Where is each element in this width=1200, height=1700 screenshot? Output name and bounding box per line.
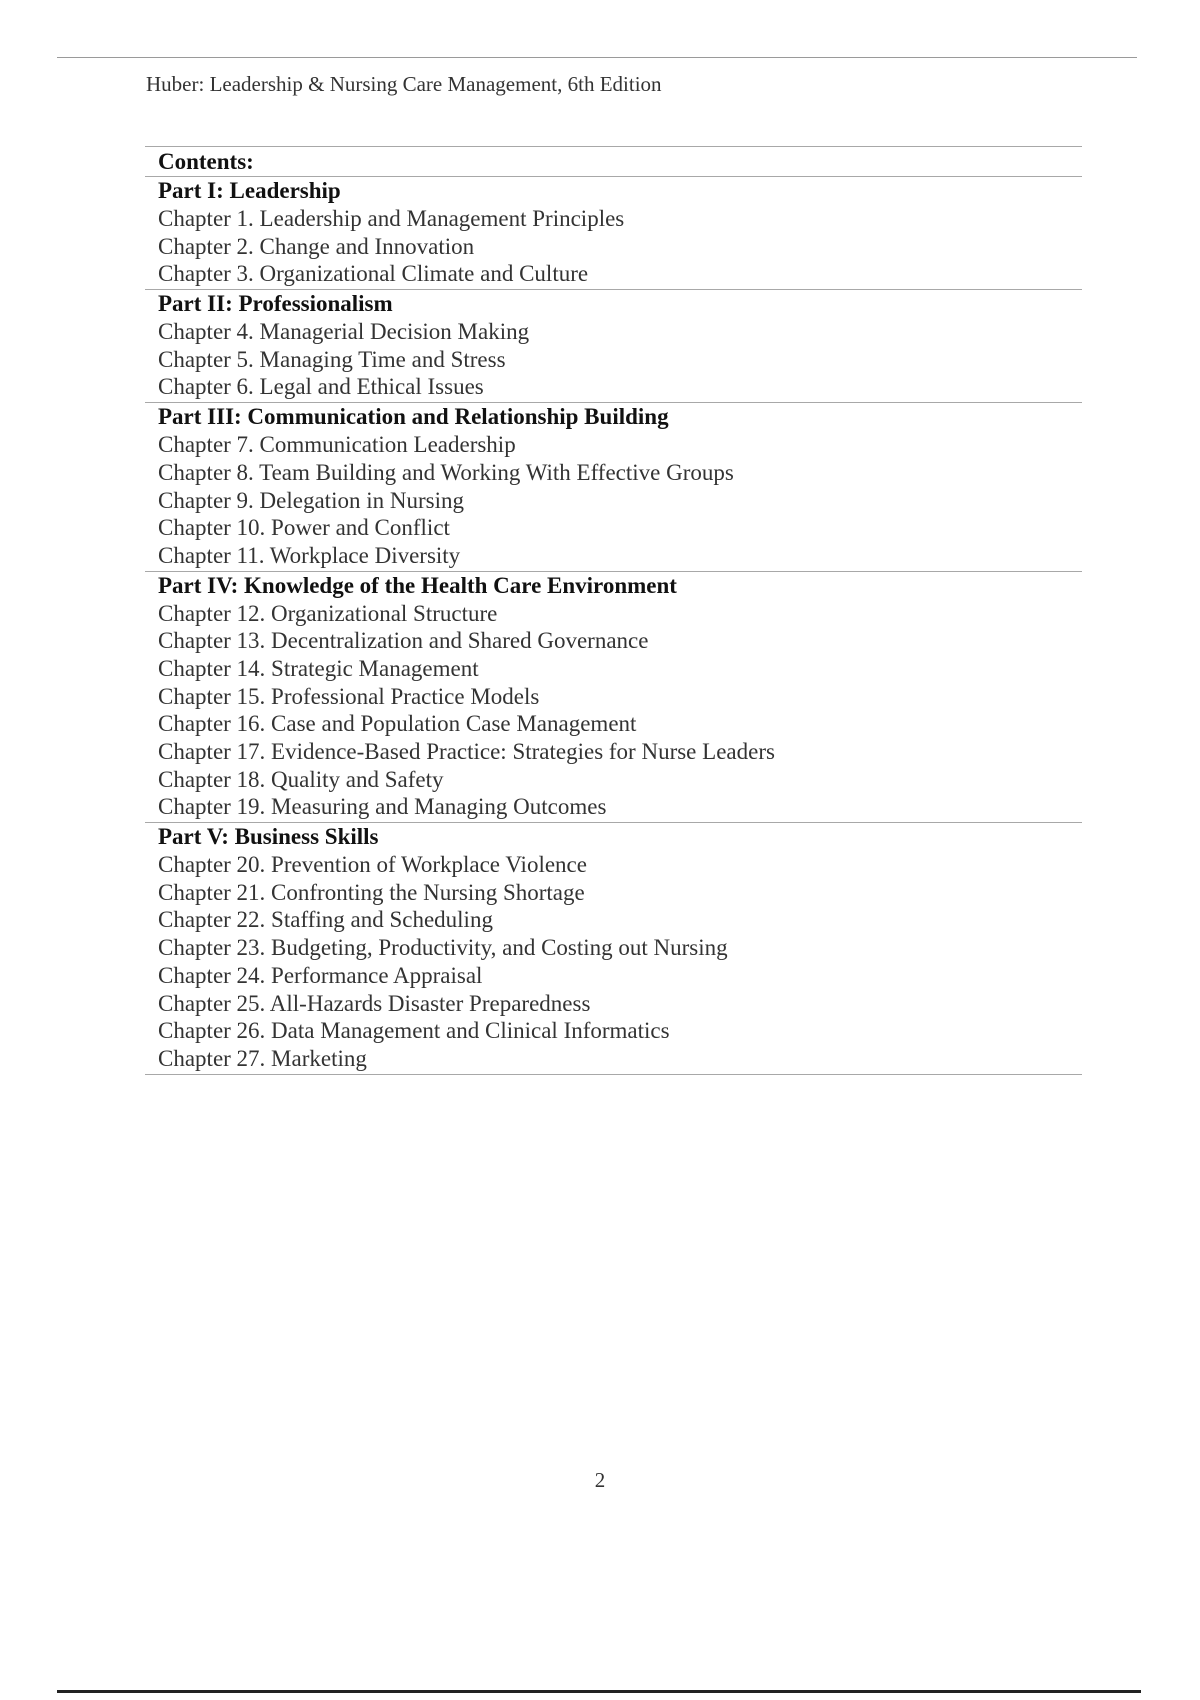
footer-rule (57, 1690, 1141, 1693)
chapter-entry: Chapter 2. Change and Innovation (158, 233, 475, 259)
part-section (145, 177, 1082, 290)
page-number: 2 (594, 1468, 606, 1492)
chapter-entry: Chapter 19. Measuring and Managing Outcomes (158, 794, 607, 820)
chapter-entry: Chapter 6. Legal and Ethical Issues (158, 374, 484, 400)
part-section (145, 823, 1082, 1075)
chapter-entry: Chapter 17. Evidence-Based Practice: Strategies for Nurse Leaders (158, 739, 775, 764)
chapter-entry: Chapter 13. Decentralization and Shared Governance (158, 628, 649, 654)
chapter-entry: Chapter 24. Performance Appraisal (158, 962, 483, 988)
part-title: Part I: Leadership (158, 178, 341, 203)
document-header-title: Huber: Leadership & Nursing Care Management, 6th Edition (146, 72, 662, 96)
contents-heading: Contents: (145, 146, 1082, 177)
chapter-entry: Chapter 3. Organizational Climate and Culture (158, 261, 589, 287)
chapter-entry: Chapter 1. Leadership and Management Principles (158, 206, 625, 231)
chapter-entry: Chapter 25. All-Hazards Disaster Preparedness (158, 990, 591, 1016)
chapter-entry: Chapter 20. Prevention of Workplace Violence (158, 852, 587, 878)
chapter-entry: Chapter 15. Professional Practice Models (158, 683, 540, 709)
chapter-entry: Chapter 16. Case and Population Case Management (158, 711, 637, 737)
part-section (145, 572, 1082, 824)
chapter-entry: Chapter 7. Communication Leadership (158, 432, 516, 458)
chapter-entry: Chapter 23. Budgeting, Productivity, and Costing out Nursing (158, 935, 728, 961)
table-of-contents (145, 146, 1082, 1075)
chapter-entry: Chapter 21. Confronting the Nursing Shortage (158, 879, 585, 905)
part-title: Part III: Communication and Relationship Building (158, 404, 669, 430)
part-title: Part V: Business Skills (158, 824, 379, 850)
chapter-entry: Chapter 18. Quality and Safety (158, 766, 444, 792)
chapter-entry: Chapter 4. Managerial Decision Making (158, 319, 530, 345)
chapter-entry: Chapter 10. Power and Conflict (158, 515, 450, 541)
chapter-entry: Chapter 9. Delegation in Nursing (158, 487, 464, 513)
part-title: Part IV: Knowledge of the Health Care Environment (158, 572, 677, 598)
chapter-entry: Chapter 26. Data Management and Clinical Informatics (158, 1018, 670, 1044)
part-title: Part II: Professionalism (158, 291, 393, 317)
chapter-entry: Chapter 14. Strategic Management (158, 655, 479, 681)
chapter-entry: Chapter 12. Organizational Structure (158, 600, 498, 626)
part-section (145, 290, 1082, 403)
chapter-entry: Chapter 11. Workplace Diversity (158, 542, 461, 568)
chapter-entry: Chapter 22. Staffing and Scheduling (158, 907, 493, 933)
chapter-entry: Chapter 27. Marketing (158, 1045, 367, 1071)
chapter-entry: Chapter 8. Team Building and Working With Effective Groups (158, 459, 734, 485)
header-rule (57, 57, 1137, 58)
part-section (145, 403, 1082, 571)
chapter-entry: Chapter 5. Managing Time and Stress (158, 346, 506, 372)
